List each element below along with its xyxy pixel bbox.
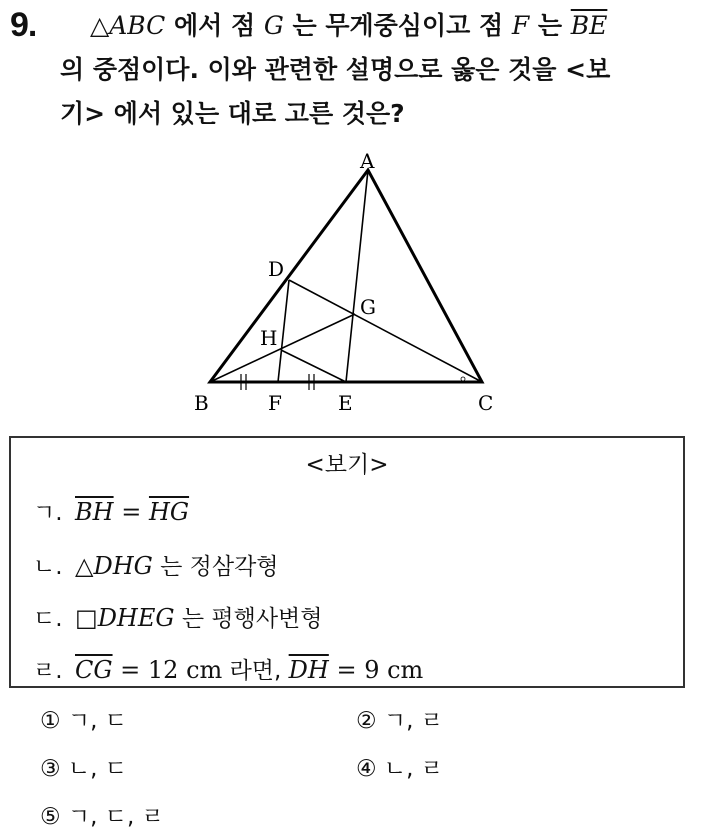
bogi-item-label: ㄷ. [33, 606, 63, 632]
bogi-title: <보기> [305, 452, 389, 478]
question-text-part: 에서 점 [165, 11, 264, 40]
label-d: D [268, 257, 285, 281]
label-c: C [478, 391, 494, 415]
label-g: G [360, 295, 376, 319]
choice-2[interactable]: ② ㄱ, ㄹ [356, 708, 443, 734]
triangle-abc: △ABC [90, 11, 166, 40]
label-e: E [338, 391, 353, 415]
segment-bg [210, 314, 355, 382]
question-text [60, 4, 700, 136]
bogi-item-label: ㄱ. [33, 500, 63, 526]
bogi-item-text: 는 평행사변형 [174, 606, 323, 632]
quad-dheg: DHEG [97, 604, 175, 632]
question-text-part: 는 무게중심이고 점 [283, 11, 512, 40]
segment-cg: $\overline{CG}$ [75, 656, 113, 684]
choice-1[interactable]: ① ㄱ, ㄷ [40, 708, 127, 734]
segment-hg: $\overline{HG}$ [148, 498, 190, 526]
question-line-3: 기> 에서 있는 대로 고른 것은? [60, 99, 405, 128]
bogi-item-3 [33, 600, 323, 633]
point-f: F [511, 11, 530, 40]
square-symbol: □ [75, 604, 98, 632]
bogi-item-label: ㄹ. [33, 658, 63, 684]
point-g: G [263, 11, 284, 40]
cg-value: = 12 cm [112, 656, 223, 684]
bogi-box [9, 436, 685, 688]
question-text-part: 는 [529, 11, 571, 40]
segment-bh: $\overline{BH}$ [75, 498, 114, 526]
choice-3[interactable]: ③ ㄴ, ㄷ [40, 756, 127, 782]
label-h: H [260, 326, 278, 350]
segment-be: $\overline{BE}$ [570, 11, 608, 40]
triangle-abc-outline [210, 170, 482, 382]
label-a: A [360, 149, 375, 173]
choice-4[interactable]: ④ ㄴ, ㄹ [356, 756, 443, 782]
choice-5[interactable]: ⑤ ㄱ, ㄷ, ㄹ [40, 804, 164, 830]
bogi-item-1 [33, 494, 189, 527]
label-f: F [268, 391, 282, 415]
median-ae [346, 170, 368, 382]
question-line-2: 의 중점이다. 이와 관련한 설명으로 옳은 것을 <보 [60, 55, 611, 84]
segment-dh: $\overline{DH}$ [288, 656, 329, 684]
bogi-item-text: 라면, [222, 658, 289, 684]
question-line-1 [60, 4, 700, 48]
bogi-item-4 [33, 652, 423, 685]
bogi-item-label: ㄴ. [33, 554, 63, 580]
small-mark [461, 377, 465, 381]
question-number: 9. [10, 6, 37, 44]
equals-sign: = [113, 498, 149, 526]
triangle-dhg: DHG [93, 552, 153, 580]
bogi-item-2 [33, 548, 279, 581]
triangle-symbol: △ [75, 552, 94, 580]
triangle-figure [180, 148, 520, 423]
label-b: B [194, 391, 209, 415]
dh-value: = 9 cm [328, 656, 424, 684]
bogi-item-text: 는 정삼각형 [152, 554, 279, 580]
segment-dh-f [278, 280, 289, 382]
